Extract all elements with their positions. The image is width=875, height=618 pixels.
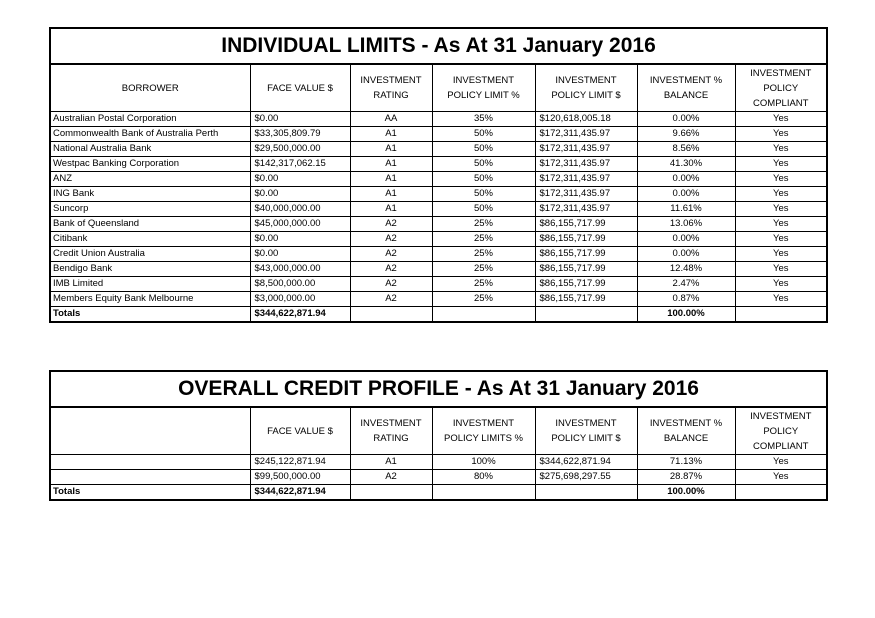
compliant-cell: Yes — [735, 172, 827, 187]
borrower-cell: National Australia Bank — [50, 142, 250, 157]
rating-cell: A2 — [350, 217, 432, 232]
balance-cell: 0.00% — [637, 232, 735, 247]
limit-pct-cell: 25% — [432, 277, 535, 292]
balance-cell: 9.66% — [637, 127, 735, 142]
face-value-cell: $45,000,000.00 — [250, 217, 350, 232]
face-value-cell: $0.00 — [250, 187, 350, 202]
compliant-cell: Yes — [735, 247, 827, 262]
limit-amount-cell: $275,698,297.55 — [535, 470, 637, 485]
rating-cell: AA — [350, 112, 432, 127]
rating-cell: A2 — [350, 292, 432, 307]
compliant-cell: Yes — [735, 262, 827, 277]
table-row — [50, 455, 827, 470]
col-compliant: INVESTMENT POLICY COMPLIANT — [735, 407, 827, 455]
limit-amount-cell: $172,311,435.97 — [535, 172, 637, 187]
limit-amount-cell: $172,311,435.97 — [535, 187, 637, 202]
borrower-cell — [50, 455, 250, 470]
overall-title: OVERALL CREDIT PROFILE - As At 31 January 2016 — [50, 371, 827, 407]
individual-header-row — [50, 64, 827, 112]
balance-cell: 8.56% — [637, 142, 735, 157]
balance-cell: 0.00% — [637, 187, 735, 202]
borrower-cell: ING Bank — [50, 187, 250, 202]
borrower-cell: Credit Union Australia — [50, 247, 250, 262]
limit-amount-cell: $120,618,005.18 — [535, 112, 637, 127]
table-row — [50, 172, 827, 187]
balance-cell: 0.00% — [637, 112, 735, 127]
balance-cell: 0.87% — [637, 292, 735, 307]
totals-label: Totals — [50, 485, 250, 501]
balance-cell: 2.47% — [637, 277, 735, 292]
compliant-cell: Yes — [735, 112, 827, 127]
borrower-cell: Citibank — [50, 232, 250, 247]
limit-pct-cell: 100% — [432, 455, 535, 470]
balance-cell: 13.06% — [637, 217, 735, 232]
col-compliant: INVESTMENT POLICY COMPLIANT — [735, 64, 827, 112]
face-value-cell: $43,000,000.00 — [250, 262, 350, 277]
balance-cell: 28.87% — [637, 470, 735, 485]
col-empty — [50, 407, 250, 455]
borrower-cell: Members Equity Bank Melbourne — [50, 292, 250, 307]
totals-face-value: $344,622,871.94 — [250, 307, 350, 323]
totals-face-value: $344,622,871.94 — [250, 485, 350, 501]
compliant-cell: Yes — [735, 142, 827, 157]
limit-amount-cell: $86,155,717.99 — [535, 262, 637, 277]
table-row — [50, 157, 827, 172]
col-face-value: FACE VALUE $ — [250, 64, 350, 112]
col-policy-limit-pct: INVESTMENT POLICY LIMIT % — [432, 64, 535, 112]
overall-header-row — [50, 407, 827, 455]
borrower-cell: Australian Postal Corporation — [50, 112, 250, 127]
table-row — [50, 232, 827, 247]
rating-cell: A2 — [350, 247, 432, 262]
rating-cell: A2 — [350, 277, 432, 292]
face-value-cell: $245,122,871.94 — [250, 455, 350, 470]
col-balance-pct: INVESTMENT % BALANCE — [637, 407, 735, 455]
compliant-cell: Yes — [735, 470, 827, 485]
balance-cell: 71.13% — [637, 455, 735, 470]
table-row — [50, 112, 827, 127]
overall-body — [50, 455, 827, 485]
balance-cell: 41.30% — [637, 157, 735, 172]
borrower-cell — [50, 470, 250, 485]
limit-amount-cell: $86,155,717.99 — [535, 292, 637, 307]
face-value-cell: $33,305,809.79 — [250, 127, 350, 142]
limit-amount-cell: $86,155,717.99 — [535, 247, 637, 262]
limit-amount-cell: $86,155,717.99 — [535, 232, 637, 247]
face-value-cell: $0.00 — [250, 172, 350, 187]
face-value-cell: $0.00 — [250, 112, 350, 127]
limit-amount-cell: $172,311,435.97 — [535, 157, 637, 172]
table-row — [50, 217, 827, 232]
face-value-cell: $3,000,000.00 — [250, 292, 350, 307]
rating-cell: A1 — [350, 142, 432, 157]
borrower-cell: Bendigo Bank — [50, 262, 250, 277]
table-row — [50, 292, 827, 307]
face-value-cell: $29,500,000.00 — [250, 142, 350, 157]
col-policy-limits-pct: INVESTMENT POLICY LIMITS % — [432, 407, 535, 455]
totals-label: Totals — [50, 307, 250, 323]
borrower-cell: Commonwealth Bank of Australia Perth — [50, 127, 250, 142]
table-row — [50, 187, 827, 202]
individual-totals-row — [50, 307, 827, 323]
totals-balance: 100.00% — [637, 485, 735, 501]
table-row — [50, 127, 827, 142]
limit-pct-cell: 50% — [432, 202, 535, 217]
balance-cell: 0.00% — [637, 247, 735, 262]
compliant-cell: Yes — [735, 127, 827, 142]
face-value-cell: $0.00 — [250, 232, 350, 247]
limit-amount-cell: $172,311,435.97 — [535, 202, 637, 217]
rating-cell: A1 — [350, 157, 432, 172]
compliant-cell: Yes — [735, 217, 827, 232]
table-row — [50, 142, 827, 157]
limit-amount-cell: $172,311,435.97 — [535, 127, 637, 142]
compliant-cell: Yes — [735, 277, 827, 292]
table-row — [50, 277, 827, 292]
borrower-cell: IMB Limited — [50, 277, 250, 292]
col-investment-rating: INVESTMENT RATING — [350, 407, 432, 455]
col-face-value: FACE VALUE $ — [250, 407, 350, 455]
limit-pct-cell: 50% — [432, 187, 535, 202]
table-row — [50, 202, 827, 217]
rating-cell: A1 — [350, 187, 432, 202]
limit-amount-cell: $86,155,717.99 — [535, 277, 637, 292]
borrower-cell: Suncorp — [50, 202, 250, 217]
face-value-cell: $40,000,000.00 — [250, 202, 350, 217]
face-value-cell: $0.00 — [250, 247, 350, 262]
borrower-cell: Westpac Banking Corporation — [50, 157, 250, 172]
limit-pct-cell: 25% — [432, 292, 535, 307]
limit-pct-cell: 50% — [432, 172, 535, 187]
borrower-cell: ANZ — [50, 172, 250, 187]
limit-pct-cell: 35% — [432, 112, 535, 127]
limit-pct-cell: 50% — [432, 142, 535, 157]
rating-cell: A1 — [350, 202, 432, 217]
rating-cell: A2 — [350, 470, 432, 485]
rating-cell: A1 — [350, 455, 432, 470]
limit-pct-cell: 50% — [432, 157, 535, 172]
face-value-cell: $142,317,062.15 — [250, 157, 350, 172]
compliant-cell: Yes — [735, 232, 827, 247]
compliant-cell: Yes — [735, 455, 827, 470]
limit-pct-cell: 25% — [432, 247, 535, 262]
overall-totals-row — [50, 485, 827, 501]
overall-credit-profile-table — [49, 370, 828, 501]
rating-cell: A2 — [350, 262, 432, 277]
col-policy-limit-amt: INVESTMENT POLICY LIMIT $ — [535, 407, 637, 455]
limit-pct-cell: 50% — [432, 127, 535, 142]
limit-pct-cell: 80% — [432, 470, 535, 485]
rating-cell: A1 — [350, 127, 432, 142]
individual-body — [50, 112, 827, 307]
col-investment-rating: INVESTMENT RATING — [350, 64, 432, 112]
compliant-cell: Yes — [735, 292, 827, 307]
limit-amount-cell: $344,622,871.94 — [535, 455, 637, 470]
compliant-cell: Yes — [735, 202, 827, 217]
table-row — [50, 262, 827, 277]
individual-limits-table — [49, 27, 828, 323]
col-balance-pct: INVESTMENT % BALANCE — [637, 64, 735, 112]
balance-cell: 12.48% — [637, 262, 735, 277]
balance-cell: 0.00% — [637, 172, 735, 187]
col-policy-limit-amt: INVESTMENT POLICY LIMIT $ — [535, 64, 637, 112]
table-row — [50, 247, 827, 262]
compliant-cell: Yes — [735, 187, 827, 202]
limit-amount-cell: $172,311,435.97 — [535, 142, 637, 157]
individual-title: INDIVIDUAL LIMITS - As At 31 January 2016 — [50, 28, 827, 64]
table-row — [50, 470, 827, 485]
col-borrower: BORROWER — [50, 64, 250, 112]
limit-pct-cell: 25% — [432, 217, 535, 232]
totals-balance: 100.00% — [637, 307, 735, 323]
limit-amount-cell: $86,155,717.99 — [535, 217, 637, 232]
face-value-cell: $99,500,000.00 — [250, 470, 350, 485]
rating-cell: A2 — [350, 232, 432, 247]
borrower-cell: Bank of Queensland — [50, 217, 250, 232]
limit-pct-cell: 25% — [432, 262, 535, 277]
balance-cell: 11.61% — [637, 202, 735, 217]
limit-pct-cell: 25% — [432, 232, 535, 247]
rating-cell: A1 — [350, 172, 432, 187]
face-value-cell: $8,500,000.00 — [250, 277, 350, 292]
compliant-cell: Yes — [735, 157, 827, 172]
